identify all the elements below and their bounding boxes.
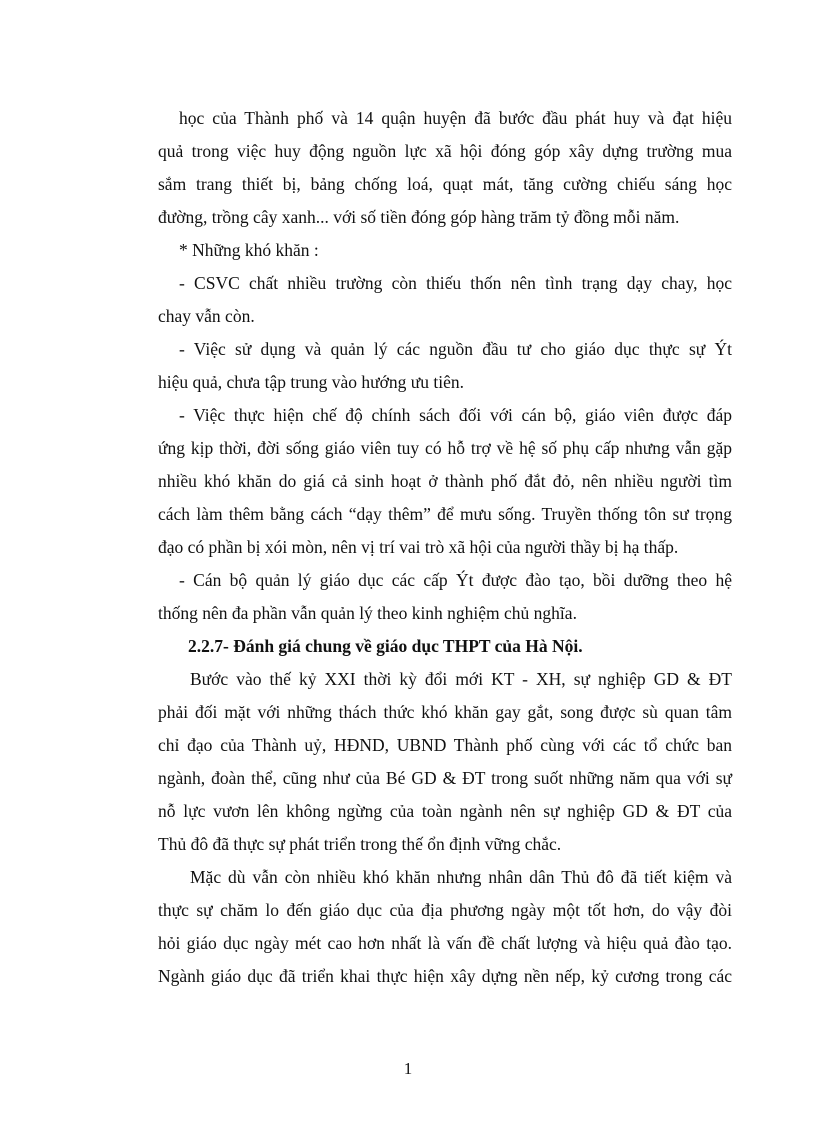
paragraph-line: Ngành giáo dục đã triển khai thực hiện xây dựng nền nếp, kỷ cương trong các <box>158 966 732 986</box>
paragraph-line: Bước vào thế kỷ XXI thời kỳ đổi mới KT - XH, sự nghiệp GD & ĐT <box>190 669 732 689</box>
paragraph-line: nỗ lực vươn lên không ngừng của toàn ngành nên sự nghiệp GD & ĐT của <box>158 801 732 821</box>
paragraph-line: sắm trang thiết bị, bảng chống loá, quạt mát, tăng cường chiếu sáng học <box>158 174 732 194</box>
paragraph-line: nhiều khó khăn do giá cả sinh hoạt ở thành phố đắt đỏ, nên nhiều người tìm <box>158 471 732 491</box>
paragraph-line: đường, trồng cây xanh... với số tiền đóng góp hàng trăm tỷ đồng mỗi năm. <box>158 207 680 227</box>
paragraph-line: chay vẫn còn. <box>158 306 255 326</box>
paragraph-line: hiệu quả, chưa tập trung vào hướng ưu tiên. <box>158 372 464 392</box>
paragraph-line: Thủ đô đã thực sự phát triển trong thế ổn định vững chắc. <box>158 834 562 854</box>
paragraph-line: thống nên đa phần vẫn quản lý theo kinh nghiệm chủ nghĩa. <box>158 603 577 623</box>
paragraph-line: - CSVC chất nhiều trường còn thiếu thốn nên tình trạng dạy chay, học <box>179 273 732 293</box>
paragraph-line: - Cán bộ quản lý giáo dục các cấp Ýt được đào tạo, bồi dưỡng theo hệ <box>179 570 732 590</box>
section-heading: 2.2.7- Đánh giá chung về giáo dục THPT của Hà Nội. <box>188 636 583 656</box>
paragraph-line: - Việc sử dụng và quản lý các nguồn đầu tư cho giáo dục thực sự Ýt <box>179 339 732 359</box>
paragraph-line: ứng kịp thời, đời sống giáo viên tuy có hỗ trợ về hệ số phụ cấp nhưng vẫn gặp <box>158 438 732 458</box>
paragraph-line: - Việc thực hiện chế độ chính sách đối với cán bộ, giáo viên được đáp <box>179 405 732 425</box>
paragraph-line: phải đối mặt với những thách thức khó khăn gay gắt, song được sù quan tâm <box>158 702 732 722</box>
paragraph-line: học của Thành phố và 14 quận huyện đã bước đầu phát huy và đạt hiệu <box>179 108 732 128</box>
paragraph-line: hỏi giáo dục ngày mét cao hơn nhất là vấn đề chất lượng và hiệu quả đào tạo. <box>158 933 732 953</box>
page-number: 1 <box>403 1059 413 1078</box>
paragraph-line: Mặc dù vẫn còn nhiều khó khăn nhưng nhân dân Thủ đô đã tiết kiệm và <box>190 867 732 887</box>
paragraph-line: cách làm thêm bằng cách “dạy thêm” để mưu sống. Truyền thống tôn sư trọng <box>158 504 732 524</box>
paragraph-line: quả trong việc huy động nguồn lực xã hội đóng góp xây dựng trường mua <box>158 141 732 161</box>
paragraph-line: chỉ đạo của Thành uỷ, HĐND, UBND Thành phố cùng với các tổ chức ban <box>158 735 732 755</box>
paragraph-line: đạo có phần bị xói mòn, nên vị trí vai trò xã hội của người thầy bị hạ thấp. <box>158 537 679 557</box>
paragraph-line: ngành, đoàn thể, cũng như của Bé GD & ĐT trong suốt những năm qua với sự <box>158 768 732 788</box>
section-label: * Những khó khăn : <box>179 240 319 260</box>
paragraph-line: thực sự chăm lo đến giáo dục của địa phương ngày một tốt hơn, do vậy đòi <box>158 900 732 920</box>
